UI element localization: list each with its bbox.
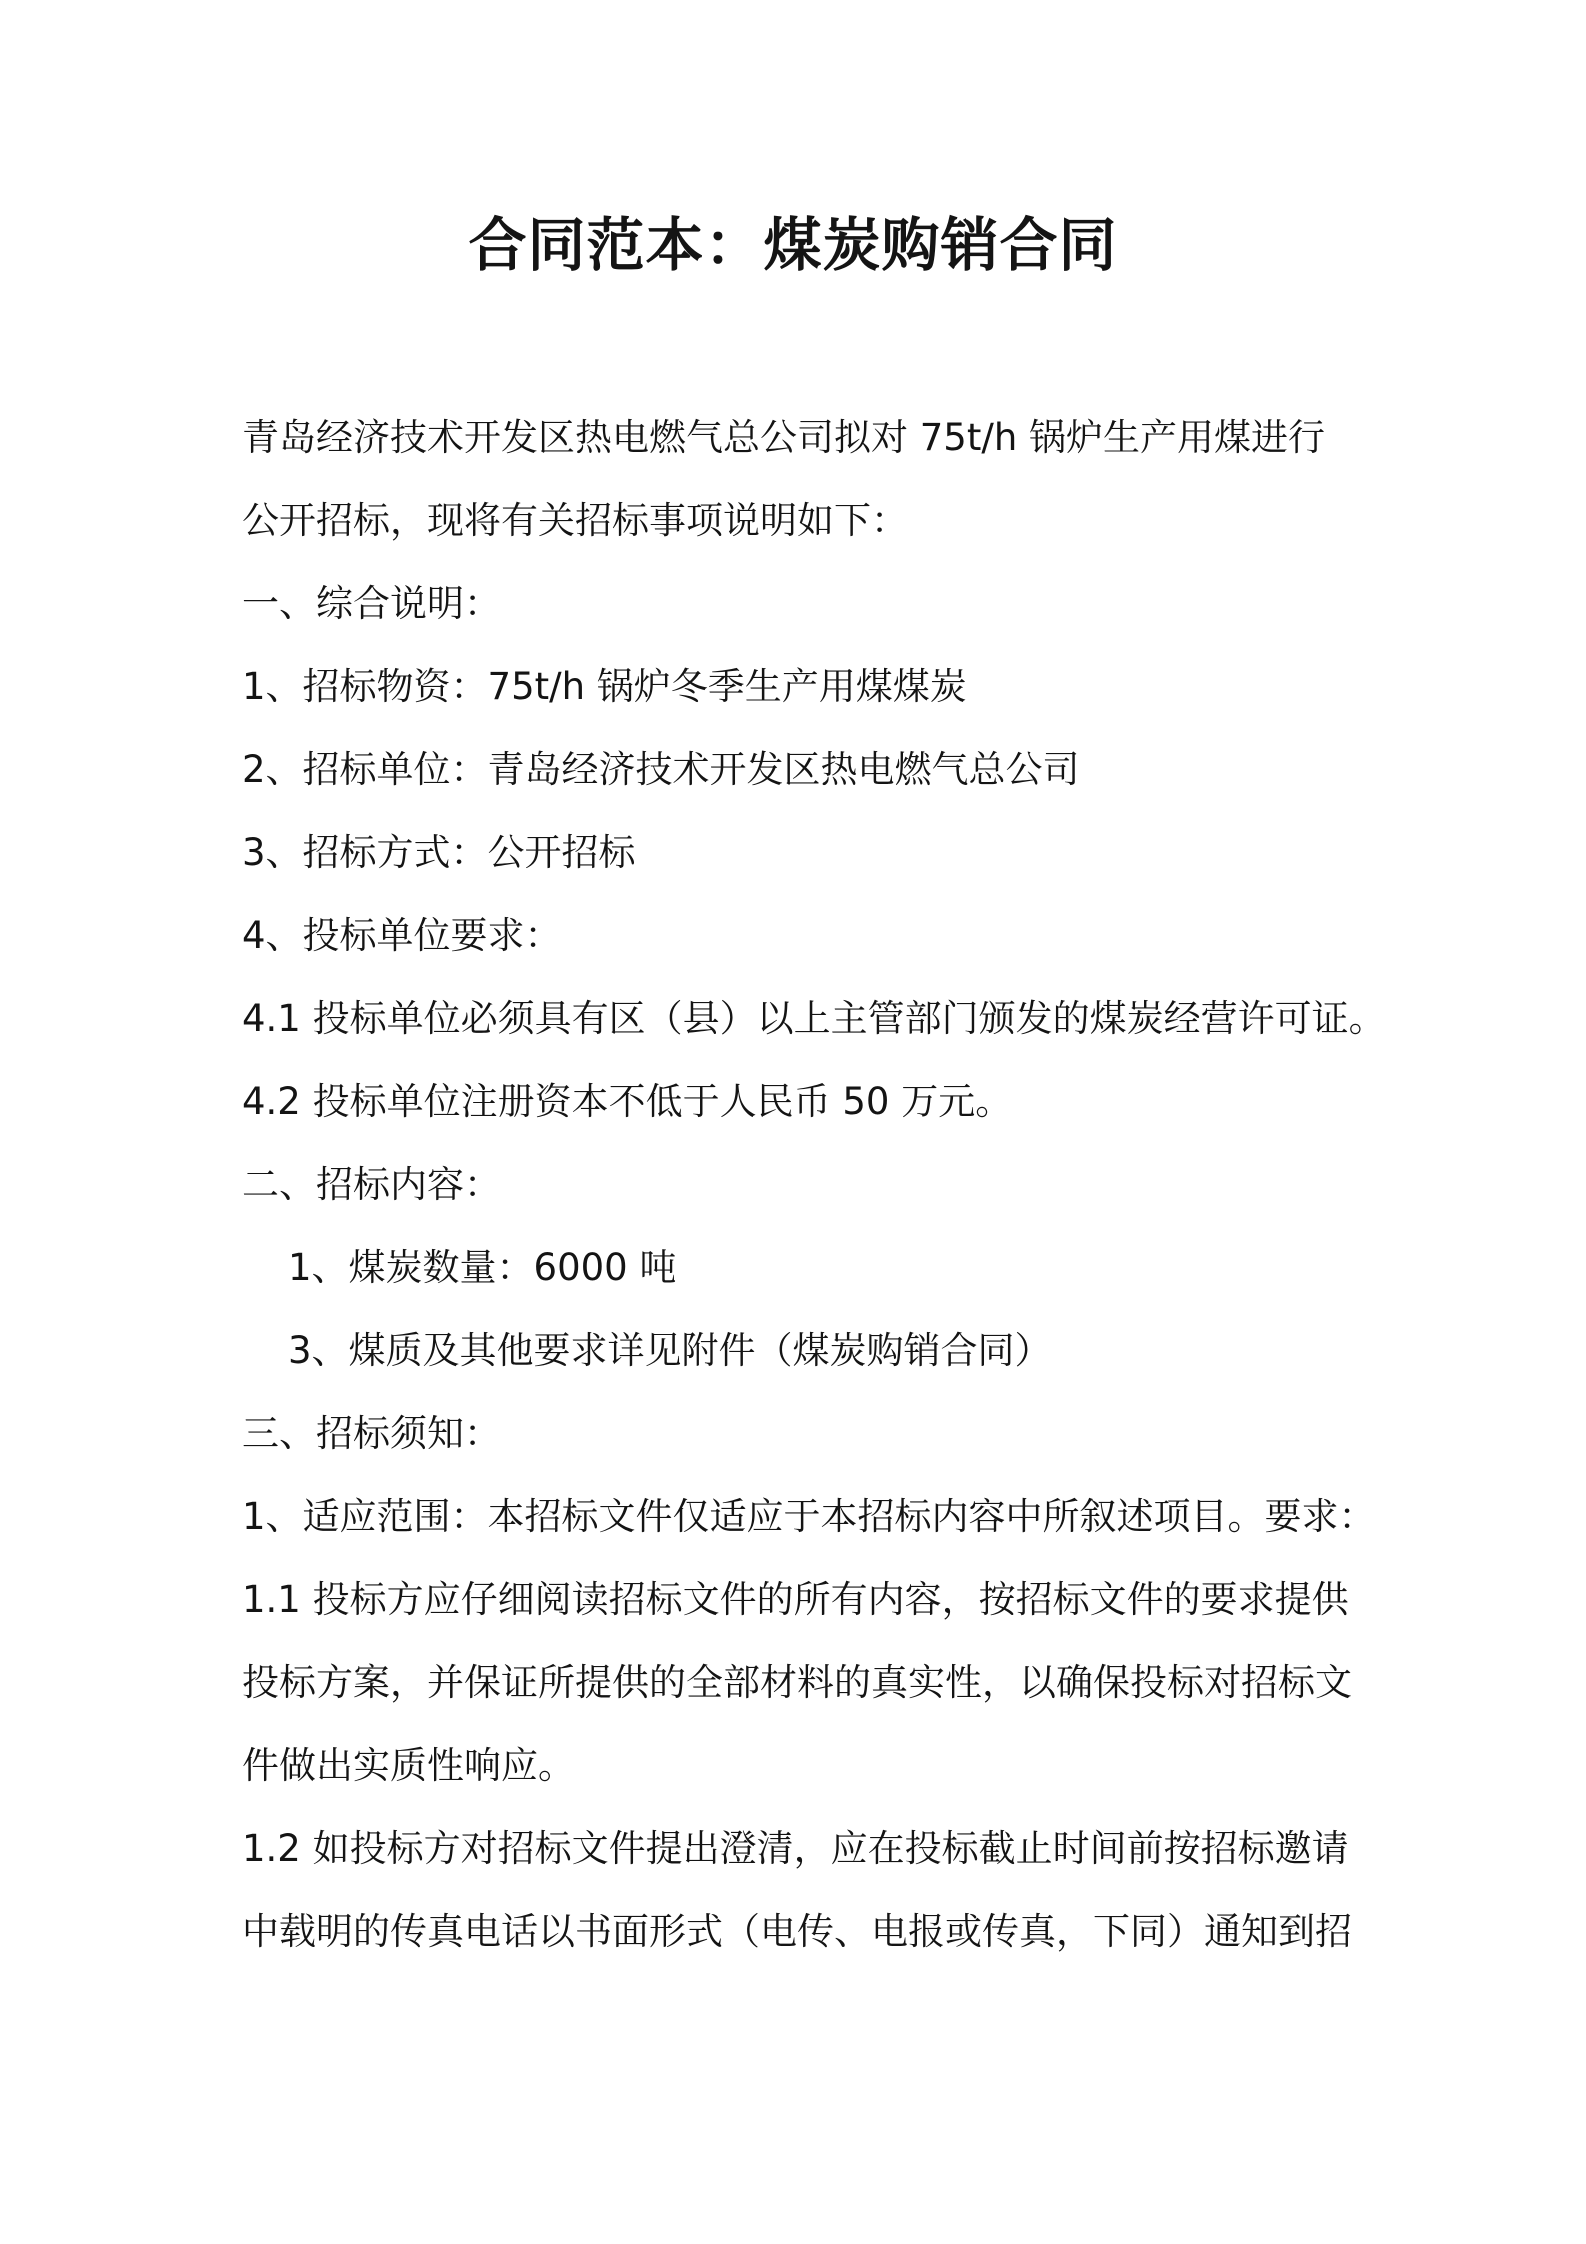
paragraph-line: 1.1 投标方应仔细阅读招标文件的所有内容，按招标文件的要求提供 [242, 1578, 1349, 1621]
paragraph-line: 投标方案，并保证所提供的全部材料的真实性，以确保投标对招标文 [242, 1661, 1352, 1704]
paragraph-line: 公开招标，现将有关招标事项说明如下： [242, 499, 908, 542]
list-item: 3、招标方式：公开招标 [242, 831, 636, 874]
list-item: 4.1 投标单位必须具有区（县）以上主管部门颁发的煤炭经营许可证。 [242, 997, 1386, 1040]
list-item: 4、投标单位要求： [242, 914, 562, 957]
list-item: 2、招标单位：青岛经济技术开发区热电燃气总公司 [242, 748, 1080, 791]
paragraph-line: 中载明的传真电话以书面形式（电传、电报或传真，下同）通知到招 [242, 1910, 1352, 1953]
paragraph-line: 青岛经济技术开发区热电燃气总公司拟对 75t/h 锅炉生产用煤进行 [242, 416, 1326, 459]
list-item: 1、招标物资：75t/h 锅炉冬季生产用煤煤炭 [242, 665, 967, 708]
section-heading: 一、综合说明： [242, 582, 501, 625]
list-item: 1、煤炭数量：6000 吨 [288, 1246, 677, 1289]
document-title: 合同范本：煤炭购销合同 [468, 211, 1118, 279]
section-heading: 二、招标内容： [242, 1163, 501, 1206]
paragraph-line: 1.2 如投标方对招标文件提出澄清，应在投标截止时间前按招标邀请 [242, 1827, 1349, 1870]
paragraph-line: 件做出实质性响应。 [242, 1744, 575, 1787]
list-item: 1、适应范围：本招标文件仅适应于本招标内容中所叙述项目。要求： [242, 1495, 1376, 1538]
list-item: 4.2 投标单位注册资本不低于人民币 50 万元。 [242, 1080, 1013, 1123]
list-item: 3、煤质及其他要求详见附件（煤炭购销合同） [288, 1329, 1052, 1372]
section-heading: 三、招标须知： [242, 1412, 501, 1455]
